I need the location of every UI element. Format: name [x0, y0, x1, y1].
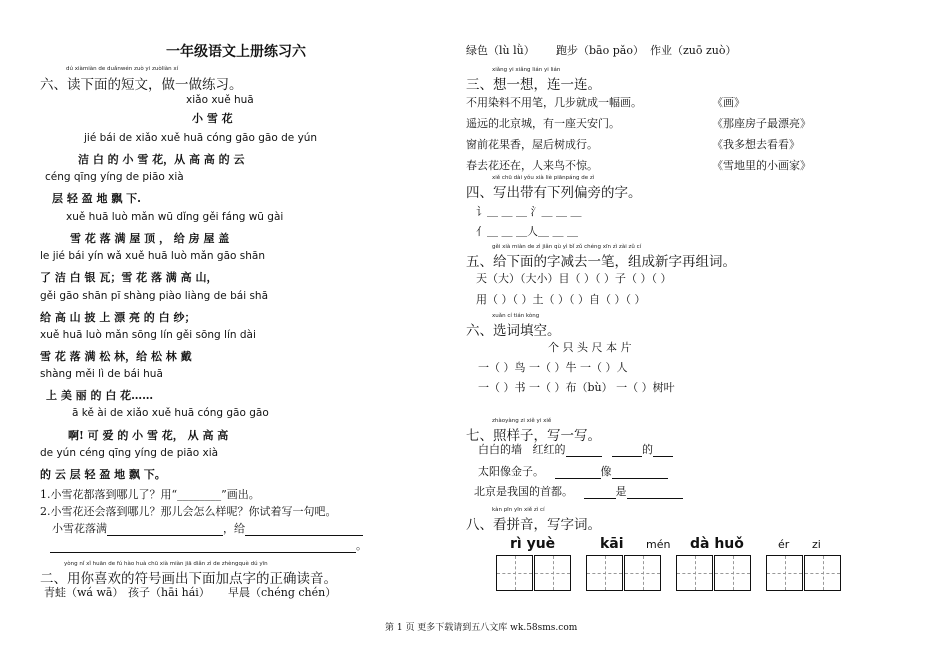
section2-label: 二、	[40, 571, 67, 587]
question-2-fill-line	[52, 520, 363, 536]
row3-example: 北京是我国的首都。	[474, 485, 573, 498]
section4-pinyin: xiě chū dài yǒu xià liè piānpáng de zì	[492, 175, 595, 181]
radical-row-2[interactable]: 亻＿ ＿ ＿人＿ ＿ ＿	[476, 225, 578, 238]
subtract-row-1[interactable]: 天（大）（大小）目（ ）（ ）子（ ）（ ）	[476, 272, 672, 285]
section5-heading	[466, 250, 736, 270]
section5-label: 五、	[466, 254, 493, 270]
row1-prefix: 红红的	[532, 443, 566, 456]
writing-box[interactable]	[496, 555, 533, 591]
match-left-2[interactable]: 遥远的北京城，有一座天安门。	[466, 117, 620, 130]
section6b-label: 六、	[466, 323, 493, 339]
section4-heading	[466, 181, 642, 201]
story-line-6-pinyin: xuě huā luò mǎn sōng lín gěi sōng lín dài	[40, 329, 256, 341]
question-1: 1.小雪花都落到哪儿了？用“________”画出。	[40, 488, 260, 501]
example-row-3	[474, 483, 683, 499]
match-right-1[interactable]: 《画》	[712, 96, 745, 109]
question-2-fill-line-2: 。	[50, 537, 367, 553]
example-row-1	[478, 441, 673, 457]
section6-label: 六、	[40, 77, 67, 93]
section6-text: 读下面的短文，做一做练习。	[67, 77, 243, 93]
section3-pinyin: xiǎng yi xiǎng lián yi lián	[492, 67, 561, 73]
section6-heading	[40, 73, 243, 93]
row3-blank-1[interactable]	[584, 488, 616, 499]
story-line-7-pinyin: shàng měi lì de bái huā	[40, 368, 163, 380]
writing-box[interactable]	[766, 555, 803, 591]
writing-box[interactable]	[804, 555, 841, 591]
row3-blank-2[interactable]	[627, 488, 683, 499]
section2-text: 用你喜欢的符号画出下面加点字的正确读音。	[67, 571, 337, 587]
section7-pinyin: zhàoyàng zi xiě yi xiě	[492, 418, 552, 424]
fill-row-1[interactable]: 一（ ）鸟 一（ ）牛 一（ ）人	[478, 361, 628, 374]
section2-item-1: 青蛙（wá wā）	[44, 586, 124, 599]
word-bank: 个 只 头 尺 本 片	[548, 341, 632, 354]
section3-label: 三、	[466, 77, 493, 93]
subtract-row-2[interactable]: 用（ ）（ ）土（ ）（ ）自（ ）（ ）	[476, 293, 646, 306]
match-left-3[interactable]: 窗前花果香，屋后树成行。	[466, 138, 598, 151]
story-line-2: 层 轻 盈 地 飘 下.	[52, 192, 141, 205]
section8-text: 看拼音，写字词。	[493, 517, 601, 533]
pinyin-word-1: rì yuè	[510, 536, 556, 552]
story-line-9-pinyin: de yún céng qīng yíng de piāo xià	[40, 447, 219, 459]
example-row-2	[478, 463, 668, 479]
writing-box[interactable]	[676, 555, 713, 591]
fill-row-2[interactable]: 一（ ）书 一（ ）布（bù） 一（ ）树叶	[478, 381, 675, 394]
section8-heading	[466, 513, 601, 533]
pinyin-word-2: kāi	[600, 536, 624, 552]
section3-text: 想一想，连一连。	[493, 77, 601, 93]
pinyin-word-4: dà huǒ	[690, 536, 744, 552]
right-top-item-2: 跑步（bāo pǎo）	[556, 44, 644, 57]
section2-item-3: 早晨（chéng chén）	[228, 586, 337, 599]
pinyin-word-3: mén	[646, 538, 671, 551]
section2-item-2: 孩子（hāi hái）	[128, 586, 210, 599]
q2-blank-3[interactable]	[50, 542, 356, 553]
story-line-3-pinyin: xuě huā luò mǎn wū dǐng gěi fáng wū gài	[66, 211, 284, 223]
story-line-8-pinyin: ā kě ài de xiǎo xuě huā cóng gāo gāo	[72, 407, 269, 419]
match-right-2[interactable]: 《那座房子最漂亮》	[712, 117, 811, 130]
story-line-4: 了 洁 白 银 瓦；雪 花 落 满 高 山，	[40, 271, 218, 284]
radical-row-1[interactable]: 讠＿ ＿ ＿ 氵＿ ＿ ＿	[476, 205, 582, 218]
section6b-heading	[466, 319, 561, 339]
section4-label: 四、	[466, 185, 493, 201]
match-left-4[interactable]: 春去花还在，人来鸟不惊。	[466, 159, 598, 172]
section5-pinyin: gěi xià miàn de zì jiǎn qù yì bǐ zǔ chéng xīn zì zài zǔ cí	[492, 244, 642, 250]
pinyin-word-5: ér	[778, 538, 790, 551]
section6b-text: 选词填空。	[493, 323, 561, 339]
row1-blank-1[interactable]	[566, 446, 602, 457]
story-line-9: 的 云 层 轻 盈 地 飘 下。	[40, 468, 166, 481]
example-phrase: 白白的墙	[478, 443, 522, 456]
match-left-1[interactable]: 不用染料不用笔，几步就成一幅画。	[466, 96, 642, 109]
writing-box[interactable]	[586, 555, 623, 591]
story-line-6: 雪 花 落 满 松 林，给 松 林 戴	[40, 350, 192, 363]
q2-fill-mid: ，给	[223, 522, 245, 535]
section4-text: 写出带有下列偏旁的字。	[493, 185, 642, 201]
right-top-item-3: 作业（zuō zuò）	[650, 44, 737, 57]
row1-blank-2[interactable]	[612, 446, 642, 457]
story-title: 小 雪 花	[192, 112, 233, 125]
section7-text: 照样子，写一写。	[493, 428, 601, 444]
match-right-4[interactable]: 《雪地里的小画家》	[712, 159, 811, 172]
story-line-4-pinyin: le jié bái yín wǎ xuě huā luò mǎn gāo shān	[40, 250, 265, 262]
row2-blank-2[interactable]	[612, 468, 668, 479]
story-title-pinyin: xiǎo xuě huā	[186, 94, 254, 106]
row3-mid: 是	[615, 485, 627, 498]
section6b-pinyin: xuǎn cí tián kòng	[492, 313, 540, 319]
worksheet-title: 一年级语文上册练习六	[166, 44, 306, 60]
q2-blank-2[interactable]	[245, 525, 363, 536]
right-top-item-1: 绿色（lù lǜ）	[466, 44, 535, 57]
row1-blank-3[interactable]	[653, 446, 673, 457]
page-footer: 第 1 页 更多下载请到五八文库 wk.58sms.com	[385, 623, 578, 633]
row1-mid: 的	[642, 443, 653, 456]
section2-pinyin: yòng nǐ xǐ huān de fú hào huà chū xià miàn jiā diǎn zì de zhèngquè dú yīn	[64, 561, 268, 567]
match-right-3[interactable]: 《我多想去看看》	[712, 138, 800, 151]
story-line-1: 洁 白 的 小 雪 花，从 高 高 的 云	[78, 153, 245, 166]
section8-pinyin: kàn pīn yīn xiě zì cí	[492, 507, 545, 513]
story-line-5-pinyin: gěi gāo shān pī shàng piào liàng de bái shā	[40, 290, 269, 302]
row2-example: 太阳像金子。	[478, 465, 544, 478]
story-line-7: 上 美 丽 的 白 花……	[46, 389, 154, 402]
story-line-2-pinyin: céng qīng yíng de piāo xià	[45, 171, 184, 183]
story-line-8: 啊! 可 爱 的 小 雪 花， 从 高 高	[68, 429, 229, 442]
q2-blank-1[interactable]	[107, 525, 223, 536]
section7-label: 七、	[466, 428, 493, 444]
section8-label: 八、	[466, 517, 493, 533]
writing-box[interactable]	[534, 555, 571, 591]
writing-box[interactable]	[624, 555, 661, 591]
story-line-3: 雪 花 落 满 屋 顶 ， 给 房 屋 盖	[70, 232, 230, 245]
question-2: 2.小雪花还会落到哪儿？那儿会怎么样呢？你试着写一句吧。	[40, 505, 337, 518]
section3-heading	[466, 73, 601, 93]
section6-pinyin: dú xiàmiàn de duǎnwén zuò yi zuòliàn xí	[66, 66, 179, 72]
section5-text: 给下面的字减去一笔，组成新字再组词。	[493, 254, 736, 270]
q2-fill-prefix: 小雪花落满	[52, 522, 107, 535]
story-line-5: 给 高 山 披 上 漂 亮 的 白 纱；	[40, 311, 196, 324]
writing-box[interactable]	[714, 555, 751, 591]
pinyin-word-6: zi	[812, 538, 821, 551]
row2-mid: 像	[600, 465, 612, 478]
story-line-1-pinyin: jié bái de xiǎo xuě huā cóng gāo gāo de yún	[84, 132, 318, 144]
row2-blank-1[interactable]	[555, 468, 601, 479]
